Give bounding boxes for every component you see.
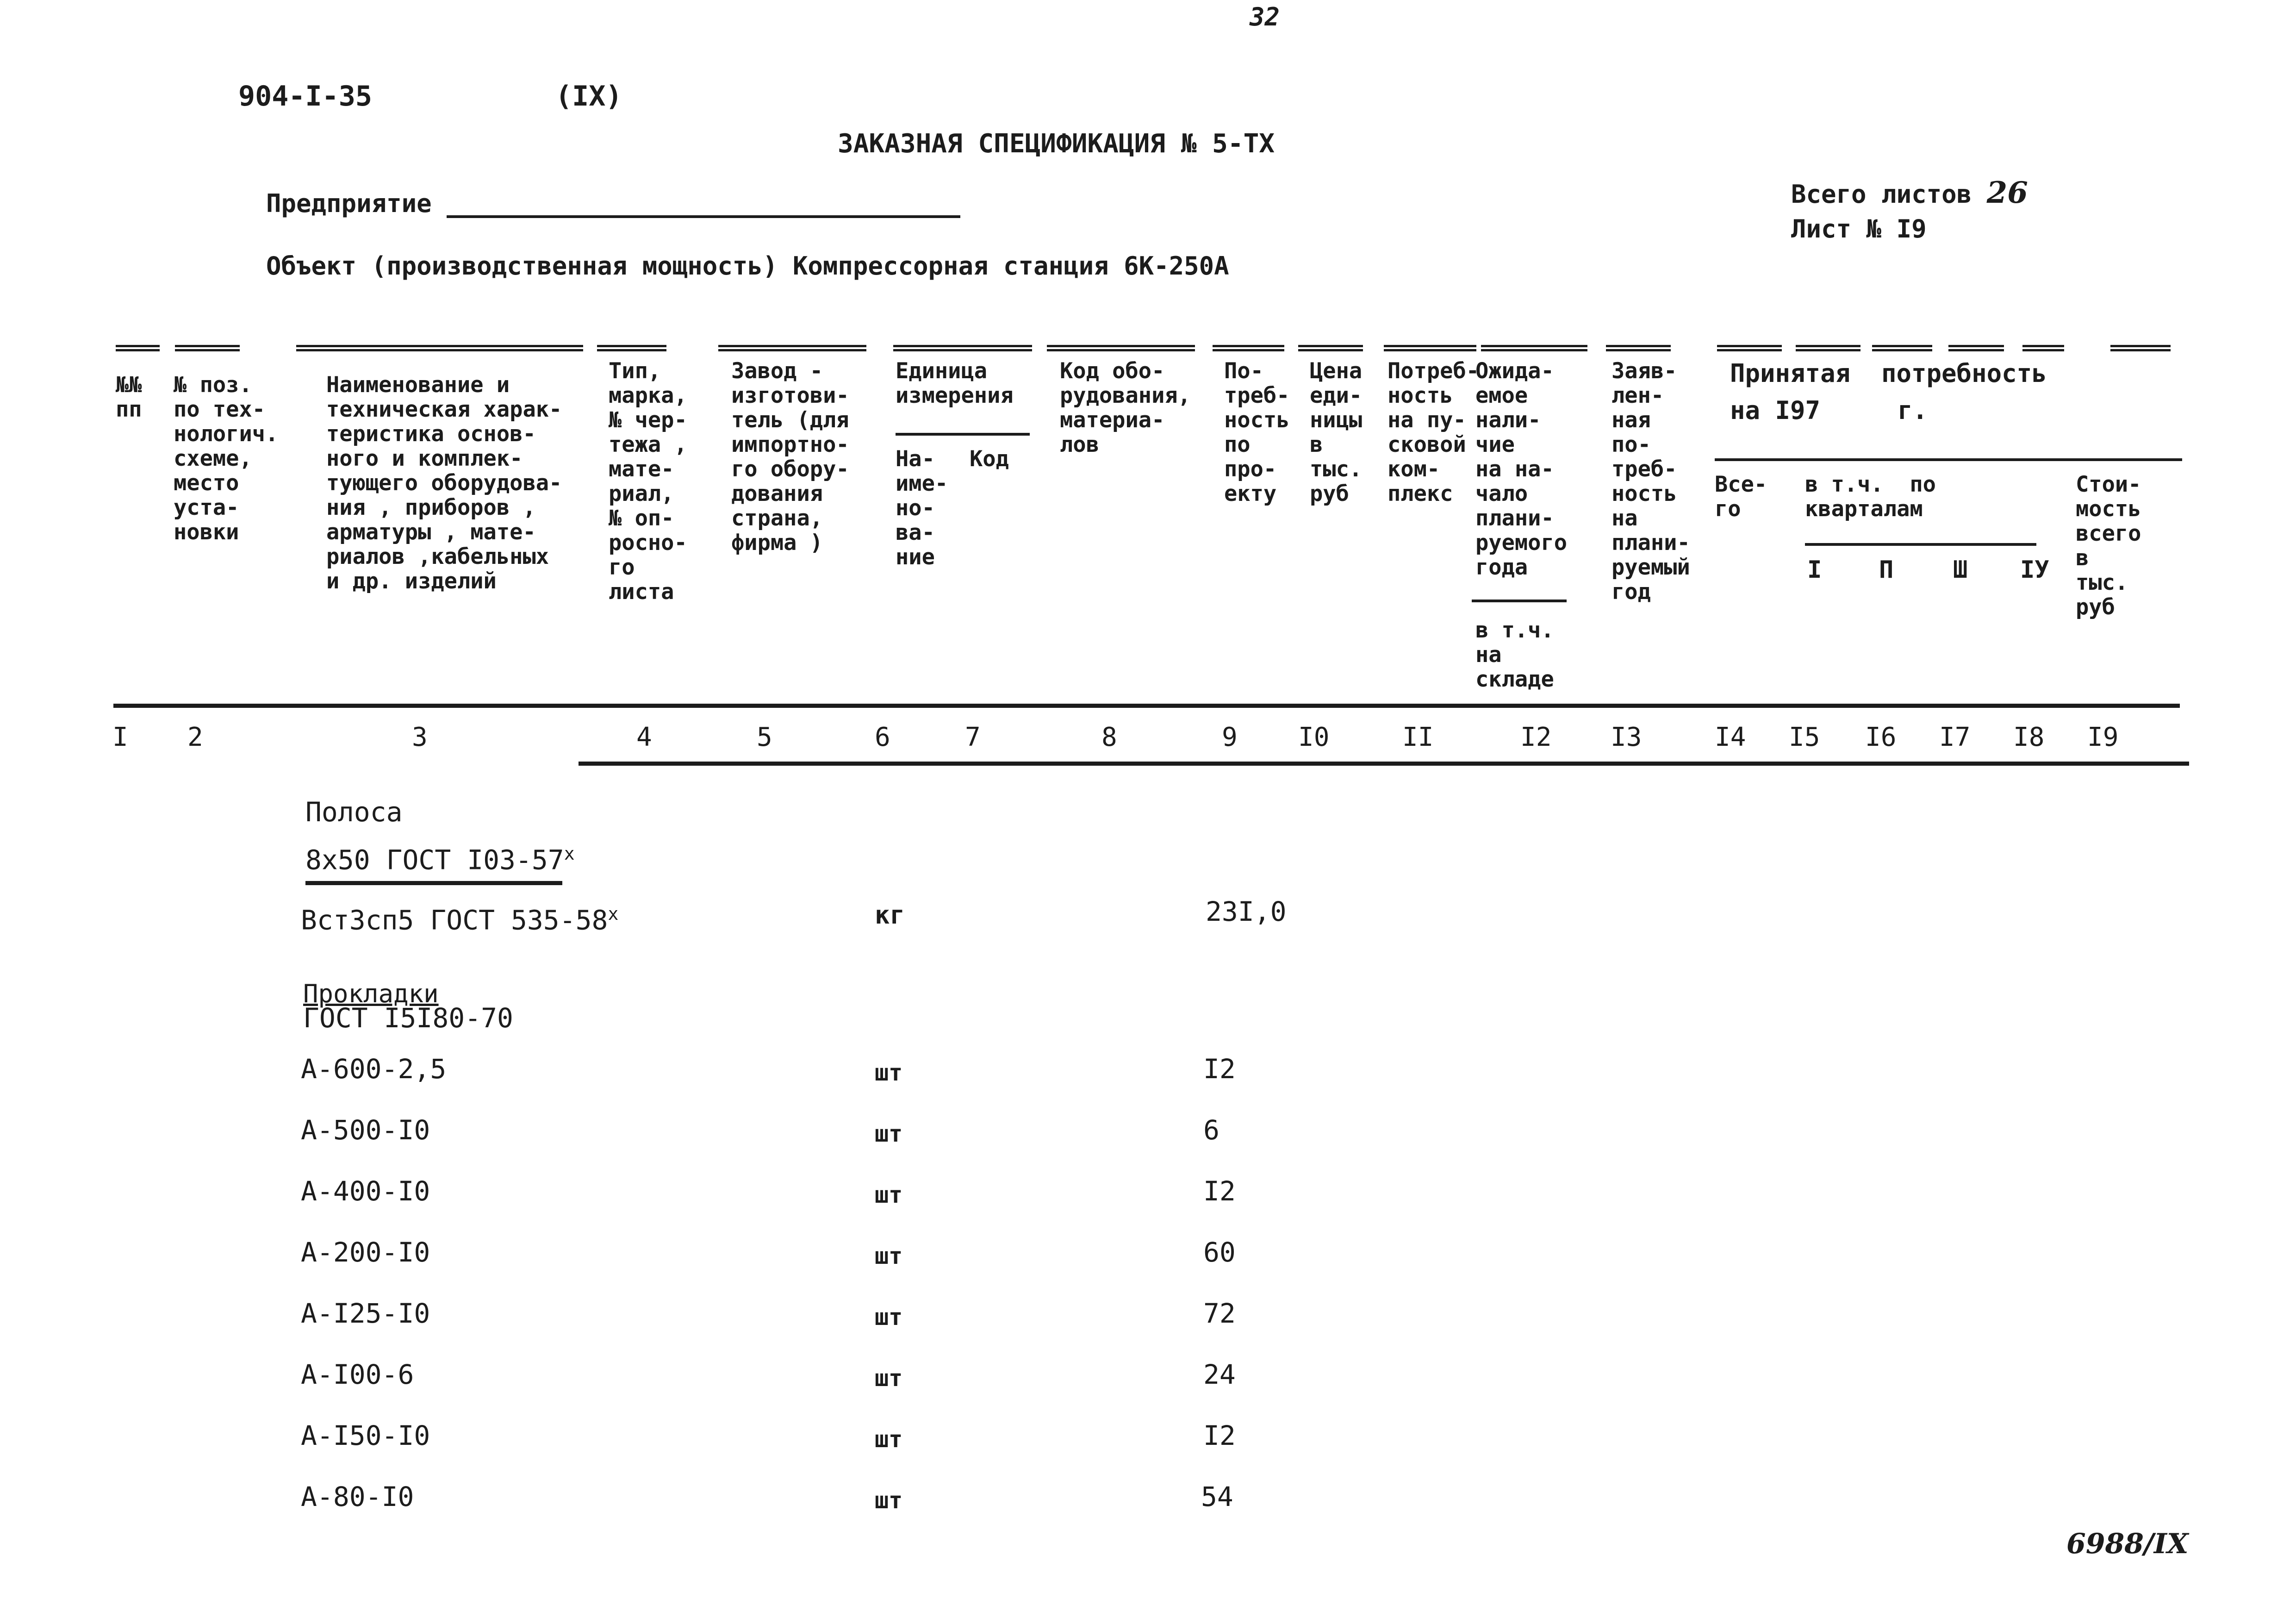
header-col-12-underline — [1472, 600, 1567, 602]
header-accepted-year-2: г. — [1898, 396, 1928, 425]
total-sheets — [1791, 175, 2028, 210]
header-top-rule-c8 — [1047, 345, 1195, 351]
gasket-qty: I2 — [1203, 1420, 1236, 1451]
header-col-9: По- треб- ность по про- екту — [1224, 358, 1290, 506]
header-col-unit: Единица измерения — [896, 358, 1014, 408]
header-col-8: Код обо- рудования, материа- лов — [1060, 358, 1191, 457]
gasket-name: А-I00-6 — [301, 1359, 414, 1390]
column-number-6: 6 — [875, 722, 890, 752]
gasket-name: А-80-I0 — [301, 1481, 414, 1512]
gasket-unit: шт — [875, 1426, 903, 1453]
header-col-3: Наименование и техническая харак- теристика основ- ного и комплек- тующего оборудова- ния , приборов , арматуры , мате- риалов ,кабельных и др. изделий — [326, 372, 562, 594]
gasket-name: А-400-I0 — [301, 1175, 430, 1207]
header-top-rule-c17 — [1948, 345, 2004, 351]
gaskets-heading: Прокладки — [303, 979, 439, 1008]
column-number-17: I7 — [1939, 722, 1971, 752]
header-col-19: Стои- мость всего в тыс. руб — [2076, 472, 2141, 620]
header-col-10: Цена еди- ницы в тыс. руб — [1310, 358, 1363, 506]
header-top-rule-c16 — [1872, 345, 1932, 351]
total-sheets-label: Всего листов — [1791, 180, 1972, 209]
enterprise-underline — [447, 215, 960, 218]
header-top-rule-c18 — [2022, 345, 2064, 351]
gasket-qty: 24 — [1203, 1359, 1236, 1390]
strip-size — [305, 843, 575, 876]
header-accepted-1: Принятая — [1730, 359, 1851, 388]
column-number-7: 7 — [965, 722, 981, 752]
header-q2: П — [1879, 556, 1894, 584]
object-line: Объект (производственная мощность) Компрессорная станция 6К-250А — [266, 251, 1229, 281]
header-col-12-sub: в т.ч. на складе — [1475, 618, 1554, 692]
strip-unit: кг — [875, 900, 905, 930]
gaskets-standard: ГОСТ I5I80-70 — [303, 1002, 513, 1034]
header-top-rule-c13 — [1606, 345, 1671, 351]
header-top-rule-c1 — [116, 345, 160, 351]
gasket-name: А-600-2,5 — [301, 1053, 447, 1085]
gasket-qty: I2 — [1203, 1175, 1236, 1207]
header-q1: I — [1807, 556, 1822, 584]
footer-stamp: 6988/IX — [2066, 1528, 2189, 1560]
strip-heading: Полоса — [305, 796, 403, 828]
strip-size-underline — [305, 881, 562, 885]
header-top-rule-c14 — [1717, 345, 1782, 351]
header-top-rule-c67 — [893, 345, 1032, 351]
gasket-name: А-200-I0 — [301, 1237, 430, 1268]
strip-size-sup: х — [564, 843, 575, 864]
header-top-rule-c5 — [718, 345, 866, 351]
column-number-1: I — [112, 722, 128, 752]
header-top-rule-c15 — [1796, 345, 1860, 351]
column-number-12: I2 — [1520, 722, 1552, 752]
header-quarters: в т.ч. по кварталам — [1805, 472, 1936, 522]
sheet-number: Лист № I9 — [1791, 214, 1927, 244]
gasket-qty: 60 — [1203, 1237, 1236, 1268]
header-col-4: Тип, марка, № чер- тежа , мате- риал, № оп- росно- го листа — [609, 358, 687, 605]
column-number-rule — [579, 762, 2189, 766]
gasket-unit: шт — [875, 1304, 903, 1330]
strip-size-text: 8х50 ГОСТ I03-57 — [305, 844, 564, 876]
gasket-unit: шт — [875, 1120, 903, 1147]
total-sheets-value: 26 — [1986, 175, 2028, 210]
strip-material-text: Вст3сп5 ГОСТ 535-58 — [301, 904, 608, 936]
header-col-6: На- име- но- ва- ние — [896, 446, 948, 570]
column-number-5: 5 — [757, 722, 772, 752]
header-top-rule-c19 — [2110, 345, 2171, 351]
column-number-8: 8 — [1101, 722, 1117, 752]
column-number-3: 3 — [412, 722, 428, 752]
column-number-9: 9 — [1222, 722, 1238, 752]
header-top-rule-c3 — [296, 345, 583, 351]
header-unit-underline — [896, 433, 1030, 436]
header-col-13: Заяв- лен- ная по- треб- ность на плани- руемый год — [1612, 358, 1690, 605]
header-bottom-rule — [113, 704, 2180, 708]
page-number: 32 — [1250, 2, 1280, 31]
header-top-rule-c2 — [175, 345, 240, 351]
header-col-14: Все- го — [1715, 472, 1767, 522]
header-quarters-underline — [1805, 543, 2036, 546]
header-top-rule-c4 — [597, 345, 666, 351]
gasket-qty: 6 — [1203, 1114, 1220, 1146]
header-accepted-year-1: на I97 — [1730, 396, 1821, 425]
header-col-5: Завод - изготови- тель (для импортно- го обору- дования страна, фирма ) — [731, 358, 849, 556]
gasket-qty: 72 — [1203, 1298, 1236, 1329]
column-number-15: I5 — [1789, 722, 1820, 752]
header-col-2: № поз. по тех- нологич. схеме, место уста- новки — [174, 372, 279, 545]
column-number-11: II — [1402, 722, 1434, 752]
header-accepted-2: потребность — [1881, 359, 2047, 388]
gasket-unit: шт — [875, 1487, 903, 1514]
column-number-13: I3 — [1611, 722, 1642, 752]
column-number-16: I6 — [1865, 722, 1897, 752]
column-number-10: I0 — [1298, 722, 1330, 752]
gasket-unit: шт — [875, 1059, 903, 1086]
header-q3: Ш — [1953, 556, 1968, 584]
header-top-rule-c11 — [1384, 345, 1476, 351]
column-number-2: 2 — [187, 722, 203, 752]
header-col-12: Ожида- емое нали- чие на на- чало плани- руемого года — [1475, 358, 1568, 580]
strip-material-sup: х — [608, 904, 619, 924]
column-number-19: I9 — [2087, 722, 2119, 752]
gasket-name: А-500-I0 — [301, 1114, 430, 1146]
gasket-qty: 54 — [1201, 1481, 1233, 1512]
column-number-14: I4 — [1715, 722, 1746, 752]
header-top-rule-c12 — [1481, 345, 1587, 351]
header-col-11: Потреб- ность на пу- сковой ком- плекс — [1388, 358, 1480, 506]
header-col-7: Код — [970, 446, 1009, 472]
header-top-rule-c9 — [1213, 345, 1284, 351]
gasket-name: А-I50-I0 — [301, 1420, 430, 1451]
column-number-18: I8 — [2013, 722, 2045, 752]
header-accepted-underline — [1715, 458, 2182, 461]
strip-qty: 23I,0 — [1206, 896, 1287, 927]
gasket-name: А-I25-I0 — [301, 1298, 430, 1329]
column-number-4: 4 — [636, 722, 652, 752]
volume: (IX) — [555, 80, 622, 112]
gasket-unit: шт — [875, 1181, 903, 1208]
document-title: ЗАКАЗНАЯ СПЕЦИФИКАЦИЯ № 5-ТХ — [838, 129, 1275, 159]
strip-material — [301, 904, 619, 936]
header-q4: IУ — [2020, 556, 2049, 584]
header-col-1: №№ пп — [116, 372, 142, 422]
gasket-unit: шт — [875, 1365, 903, 1392]
doc-code: 904-I-35 — [238, 80, 372, 112]
header-top-rule-c10 — [1298, 345, 1363, 351]
enterprise-label: Предприятие — [266, 189, 432, 218]
gasket-unit: шт — [875, 1243, 903, 1269]
gasket-qty: I2 — [1203, 1053, 1236, 1085]
